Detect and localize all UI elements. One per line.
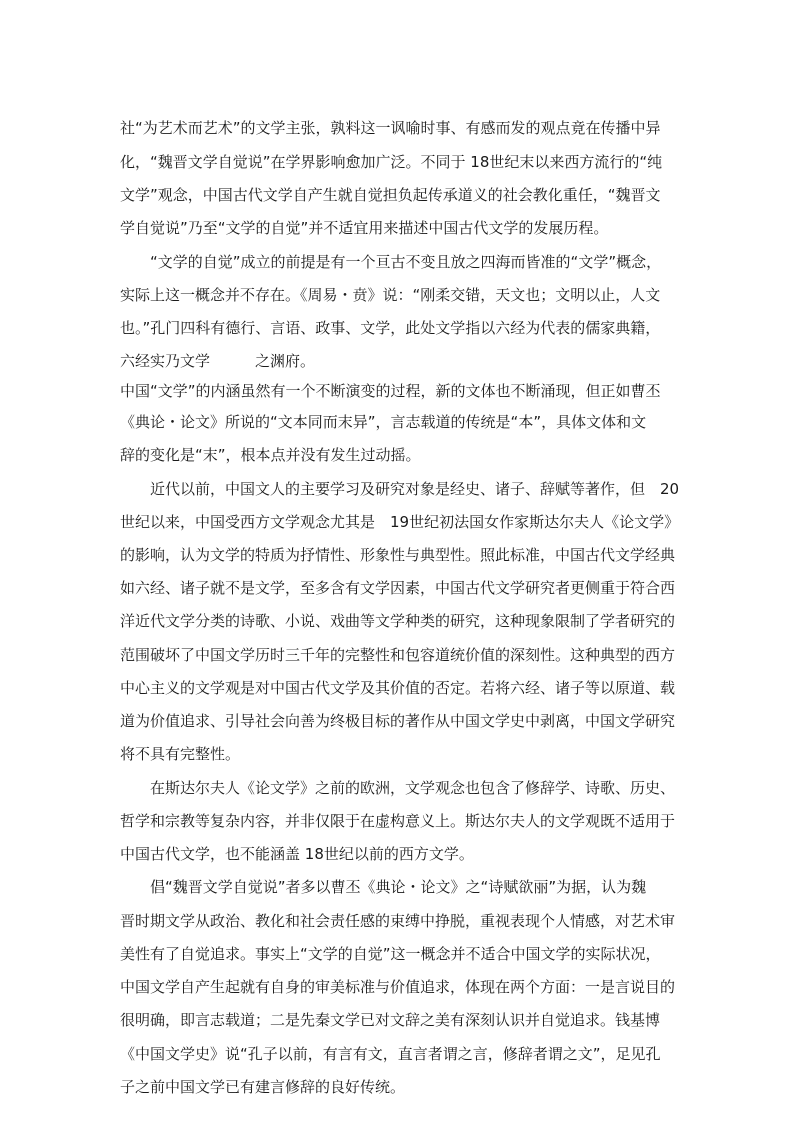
text-line: 将不具有完整性。	[120, 745, 241, 763]
text-line: 中国“文学”的内涵虽然有一个不断演变的过程，新的文体也不断涌现，但正如曹丕	[120, 382, 661, 400]
text-line: 近代以前，中国文人的主要学习及研究对象是经史、诸子、辞赋等著作，但 20	[120, 480, 680, 498]
text-line: 中心主义的文学观是对中国古代文学及其价值的否定。若将六经、诸子等以原道、载	[120, 679, 676, 697]
text-line: 在斯达尔夫人《论文学》之前的欧洲，文学观念也包含了修辞学、诗歌、历史、	[120, 779, 676, 797]
text-line: 中国文学自产生起就有自身的审美标准与价值追求，体现在两个方面：一是言说目的	[120, 978, 676, 996]
text-line: 也。”孔门四科有德行、言语、政事、文学，此处文学指以六经为代表的儒家典籍，	[120, 319, 661, 337]
text-line: 如六经、诸子就不是文学，至多含有文学因素，中国古代文学研究者更侧重于符合西	[120, 579, 676, 597]
text-line: 美性有了自觉追求。事实上“文学的自觉”这一概念并不适合中国文学的实际状况，	[120, 945, 661, 963]
text-line: 辞的变化是“末”，根本点并没有发生过动摇。	[120, 446, 421, 464]
text-line: 《中国文学史》说“孔子以前，有言有文，直言者谓之言，修辞者谓之文”，足见孔	[120, 1045, 661, 1063]
text-line: 晋时期文学从政治、教化和社会责任感的束缚中挣脱，重视表现个人情感，对艺术审	[120, 912, 676, 930]
text-line: 洋近代文学分类的诗歌、小说、戏曲等文学种类的研究，这种现象限制了学者研究的	[120, 612, 676, 630]
text-line: 化，“魏晋文学自觉说”在学界影响愈加广泛。不同于 18世纪末以来西方流行的“纯	[120, 153, 663, 171]
text-line: 学自觉说”乃至“文学的自觉”并不适宜用来描述中国古代文学的发展历程。	[120, 219, 609, 237]
text-line: 世纪以来，中国受西方文学观念尤其是 19世纪初法国女作家斯达尔夫人《论文学》	[120, 513, 680, 531]
text-line: 哲学和宗教等复杂内容，并非仅限于在虚构意义上。斯达尔夫人的文学观既不适用于	[120, 812, 676, 830]
text-line: 倡“魏晋文学自觉说”者多以曹丕《典论・论文》之“诗赋欲丽”为据，认为魏	[120, 878, 647, 896]
text-line: 《典论・论文》所说的“文本同而末异”，言志载道的传统是“本”，具体文体和文	[120, 413, 647, 431]
text-line: 实际上这一概念并不存在。《周易・贲》说：“刚柔交错，天文也；文明以止，人文	[120, 286, 661, 304]
text-line: 很明确，即言志载道；二是先秦文学已对文辞之美有深刻认识并自觉追求。钱基博	[120, 1011, 661, 1029]
text-line: 范围破坏了中国文学历时三千年的完整性和包容道统价值的深刻性。这种典型的西方	[120, 646, 676, 664]
text-line: 中国古代文学，也不能涵盖 18世纪以前的西方文学。	[120, 845, 474, 863]
text-line: 子之前中国文学已有建言修辞的良好传统。	[120, 1078, 406, 1096]
text-line: “文学的自觉”成立的前提是有一个亘古不变且放之四海而皆准的“文学”概念，	[120, 253, 662, 271]
text-line: 的影响，认为文学的特质为抒情性、形象性与典型性。照此标准，中国古代文学经典	[120, 546, 676, 564]
text-line: 社“为艺术而艺术”的文学主张，孰料这一讽喻时事、有感而发的观点竟在传播中异	[120, 119, 661, 137]
text-line: 道为价值追求、引导社会向善为终极目标的著作从中国文学史中剥离，中国文学研究	[120, 712, 676, 730]
text-line: 六经实乃文学 之渊府。	[120, 352, 316, 370]
text-line: 文学”观念，中国古代文学自产生就自觉担负起传承道义的社会教化重任，“魏晋文	[120, 186, 661, 204]
